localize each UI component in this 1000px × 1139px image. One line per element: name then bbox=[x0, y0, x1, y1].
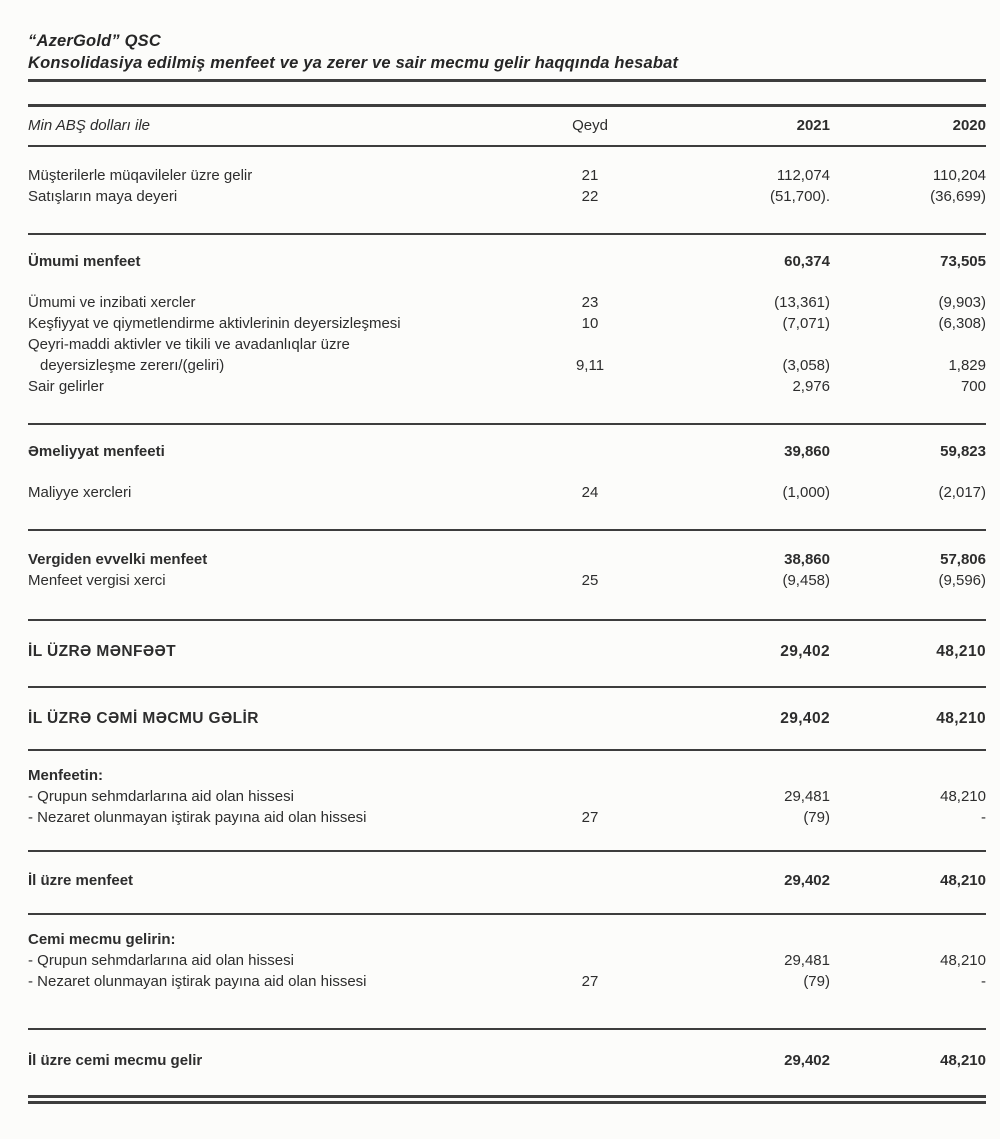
section-operating-profit bbox=[28, 425, 986, 529]
row-label: Maliyye xercleri bbox=[28, 484, 132, 501]
row-label-line1: Qeyri-maddi aktivler ve tikili ve avadanlıqlar üzre bbox=[28, 336, 350, 353]
row-value-2020: 700 bbox=[960, 378, 986, 395]
row-label: - Nezaret olunmayan iştirak payına aid olan hissesi bbox=[28, 809, 367, 826]
row-label: Müşterilerle müqavileler üzre gelir bbox=[28, 167, 253, 184]
section-comprehensive-attribution bbox=[28, 915, 986, 1028]
table-row bbox=[28, 807, 986, 828]
row-value-2020: (6,308) bbox=[938, 315, 986, 332]
row-note: 27 bbox=[581, 809, 599, 826]
row-value-2021: 29,481 bbox=[784, 788, 830, 805]
row-value-2021: (51,700). bbox=[769, 188, 830, 205]
group-heading-row bbox=[28, 929, 986, 950]
table-row bbox=[28, 971, 986, 992]
financial-table bbox=[28, 104, 986, 1104]
row-note: 27 bbox=[581, 973, 599, 990]
section-comprehensive-income bbox=[28, 688, 986, 749]
row-value-2020: (36,699) bbox=[930, 188, 986, 205]
row-value-2020: (9,596) bbox=[938, 572, 986, 589]
total-row bbox=[28, 549, 986, 570]
row-value-2021: (79) bbox=[803, 973, 830, 990]
table-row bbox=[28, 786, 986, 807]
table-row bbox=[28, 334, 986, 376]
row-label: Menfeet vergisi xerci bbox=[28, 572, 166, 589]
total-row bbox=[28, 1050, 986, 1071]
section-profit-for-year bbox=[28, 621, 986, 686]
row-value-2020: 48,210 bbox=[940, 1052, 986, 1069]
row-label: İL ÜZRƏ MƏNFƏƏT bbox=[28, 643, 177, 660]
row-note: 9,11 bbox=[575, 357, 605, 374]
row-label: - Qrupun sehmdarlarına aid olan hissesi bbox=[28, 788, 294, 805]
row-label: Ümumi menfeet bbox=[28, 253, 141, 270]
table-header-row bbox=[28, 107, 986, 145]
column-header-2020: 2020 bbox=[952, 117, 986, 134]
column-header-2021: 2021 bbox=[796, 117, 830, 134]
column-header-note: Qeyd bbox=[572, 117, 608, 134]
row-value-2021: (9,458) bbox=[782, 572, 830, 589]
section-gross-profit bbox=[28, 235, 986, 423]
table-row bbox=[28, 186, 986, 207]
table-row bbox=[28, 376, 986, 397]
row-value-2020: 1,829 bbox=[948, 357, 986, 374]
header-divider bbox=[28, 79, 986, 82]
row-value-2021: 29,402 bbox=[780, 643, 830, 660]
section-profit-total bbox=[28, 852, 986, 913]
row-value-2021: (7,071) bbox=[782, 315, 830, 332]
document-header bbox=[28, 30, 986, 74]
row-value-2020: (2,017) bbox=[938, 484, 986, 501]
row-label: İl üzre menfeet bbox=[28, 872, 134, 889]
row-value-2021: 29,402 bbox=[784, 872, 830, 889]
row-value-2020: - bbox=[981, 973, 986, 990]
row-label: - Qrupun sehmdarlarına aid olan hissesi bbox=[28, 952, 294, 969]
row-label: Vergiden evvelki menfeet bbox=[28, 551, 208, 568]
row-note: 10 bbox=[581, 315, 599, 332]
row-value-2021: (1,000) bbox=[782, 484, 830, 501]
row-label: Əmeliyyat menfeeti bbox=[28, 443, 165, 460]
row-label-line2: deyersizleşme zererı/(geliri) bbox=[40, 357, 225, 374]
row-note: 24 bbox=[581, 484, 599, 501]
section-profit-attribution bbox=[28, 751, 986, 850]
row-label: Sair gelirler bbox=[28, 378, 104, 395]
row-value-2020: 48,210 bbox=[940, 872, 986, 889]
row-value-2020: 73,505 bbox=[940, 253, 986, 270]
row-spacer bbox=[28, 462, 986, 482]
table-row bbox=[28, 313, 986, 334]
group-heading-row bbox=[28, 765, 986, 786]
total-row bbox=[28, 441, 986, 462]
row-spacer bbox=[28, 272, 986, 292]
row-label: - Nezaret olunmayan iştirak payına aid olan hissesi bbox=[28, 973, 367, 990]
row-value-2021: 60,374 bbox=[784, 253, 830, 270]
row-value-2021: 29,402 bbox=[780, 710, 830, 727]
row-value-2021: 38,860 bbox=[784, 551, 830, 568]
row-value-2021: 2,976 bbox=[792, 378, 830, 395]
row-label: İL ÜZRƏ CƏMİ MƏCMU GƏLİR bbox=[28, 710, 259, 727]
group-heading: Menfeetin: bbox=[28, 767, 103, 784]
total-row bbox=[28, 641, 986, 662]
table-row bbox=[28, 292, 986, 313]
row-label: Ümumi ve inzibati xercler bbox=[28, 294, 196, 311]
row-value-2020: 48,210 bbox=[936, 643, 986, 660]
row-label: Keşfiyyat ve qiymetlendirme aktivlerinin deyersizleşmesi bbox=[28, 315, 401, 332]
section-comprehensive-total bbox=[28, 1030, 986, 1095]
row-note: 21 bbox=[581, 167, 599, 184]
total-row bbox=[28, 708, 986, 729]
row-value-2020: 59,823 bbox=[940, 443, 986, 460]
row-value-2020: 57,806 bbox=[940, 551, 986, 568]
row-note: 22 bbox=[581, 188, 599, 205]
row-label bbox=[28, 334, 538, 376]
total-row bbox=[28, 251, 986, 272]
row-value-2021: (79) bbox=[803, 809, 830, 826]
row-note: 25 bbox=[581, 572, 599, 589]
row-value-2021: 29,402 bbox=[784, 1052, 830, 1069]
table-row bbox=[28, 482, 986, 503]
row-value-2020: 48,210 bbox=[940, 788, 986, 805]
section-revenue bbox=[28, 147, 986, 233]
row-value-2021: 39,860 bbox=[784, 443, 830, 460]
row-value-2020: 48,210 bbox=[936, 710, 986, 727]
row-value-2021: 112,074 bbox=[776, 167, 830, 184]
row-value-2020: 48,210 bbox=[940, 952, 986, 969]
table-row bbox=[28, 570, 986, 591]
row-value-2021: 29,481 bbox=[784, 952, 830, 969]
section-profit-before-tax bbox=[28, 531, 986, 619]
row-value-2020: (9,903) bbox=[938, 294, 986, 311]
row-value-2020: 110,204 bbox=[932, 167, 986, 184]
row-value-2021: (13,361) bbox=[774, 294, 830, 311]
row-label: İl üzre cemi mecmu gelir bbox=[28, 1052, 203, 1069]
row-value-2021: (3,058) bbox=[782, 357, 830, 374]
column-header-currency: Min ABŞ dolları ile bbox=[28, 117, 150, 134]
total-row bbox=[28, 870, 986, 891]
company-name: “AzerGold” QSC bbox=[28, 32, 161, 50]
row-value-2020: - bbox=[981, 809, 986, 826]
table-bottom-divider bbox=[28, 1095, 986, 1104]
row-note: 23 bbox=[581, 294, 599, 311]
table-row bbox=[28, 165, 986, 186]
row-label: Satışların maya deyeri bbox=[28, 188, 178, 205]
table-row bbox=[28, 950, 986, 971]
group-heading: Cemi mecmu gelirin: bbox=[28, 931, 176, 948]
report-title: Konsolidasiya edilmiş menfeet ve ya zerer ve sair mecmu gelir haqqında hesabat bbox=[28, 54, 679, 72]
